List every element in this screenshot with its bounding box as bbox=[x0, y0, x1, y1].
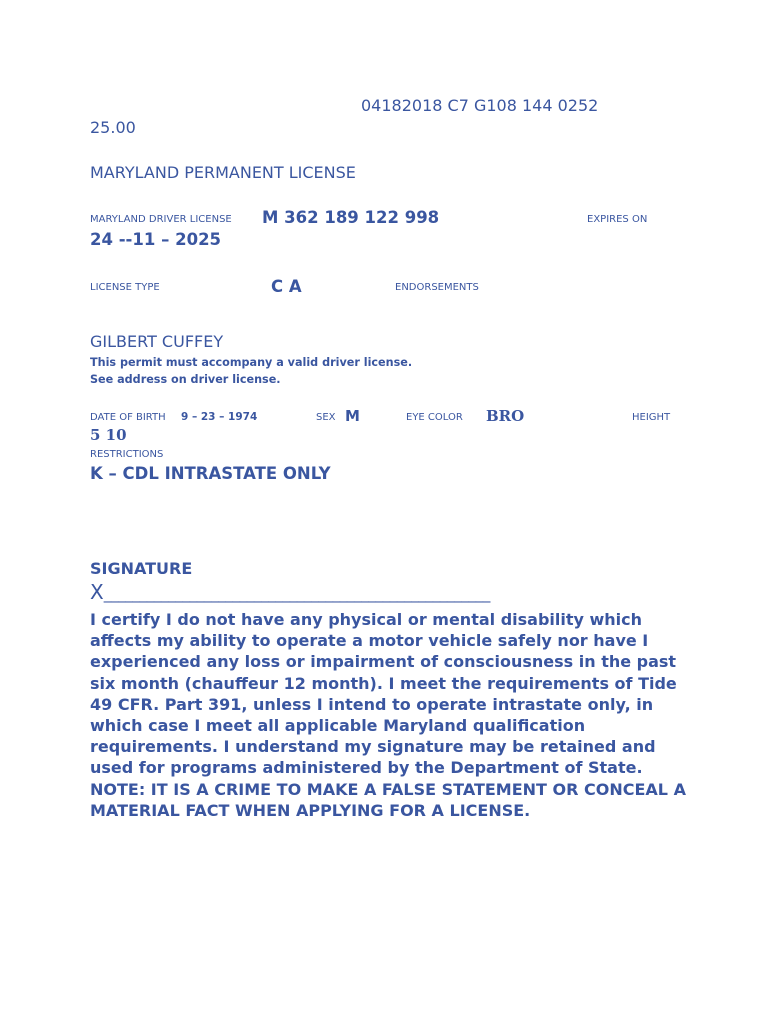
signature-line bbox=[90, 580, 490, 606]
signature-label: SIGNATURE bbox=[90, 559, 193, 578]
dob-label: DATE OF BIRTH bbox=[90, 412, 166, 423]
driver-license-label: MARYLAND DRIVER LICENSE bbox=[90, 214, 232, 225]
permit-notice-line-1: This permit must accompany a valid driver license. bbox=[90, 356, 413, 369]
height-value: 5 10 bbox=[90, 426, 127, 444]
page-title: MARYLAND PERMANENT LICENSE bbox=[90, 163, 356, 182]
driver-license-number: M 362 189 122 998 bbox=[262, 208, 440, 227]
expires-label: EXPIRES ON bbox=[587, 214, 648, 225]
license-type-label: LICENSE TYPE bbox=[90, 282, 160, 293]
document-code-line: 04182018 C7 G108 144 0252 bbox=[361, 96, 599, 115]
certification-note: NOTE: IT IS A CRIME TO MAKE A FALSE STATEMENT OR CONCEAL A MATERIAL FACT WHEN APPLYING FOR A LICENSE. bbox=[90, 779, 686, 820]
certification-block bbox=[90, 609, 690, 821]
signature-x-mark: X bbox=[90, 580, 104, 604]
restrictions-label: RESTRICTIONS bbox=[90, 449, 164, 460]
holder-name: GILBERT CUFFEY bbox=[90, 332, 224, 351]
height-label: HEIGHT bbox=[632, 412, 671, 423]
sex-value: M bbox=[345, 407, 360, 425]
signature-underline[interactable]: ______________________________________________________ bbox=[103, 585, 490, 603]
permit-notice-line-2: See address on driver license. bbox=[90, 373, 281, 386]
expires-value: 24 --11 – 2025 bbox=[90, 230, 222, 249]
permit-notice bbox=[90, 354, 412, 388]
sex-label: SEX bbox=[316, 412, 336, 423]
fee-amount: 25.00 bbox=[90, 118, 136, 137]
signature-line-text bbox=[90, 580, 490, 604]
license-type-value: C A bbox=[271, 277, 302, 296]
eye-color-value: BRO bbox=[486, 407, 525, 425]
restrictions-value: K – CDL INTRASTATE ONLY bbox=[90, 464, 331, 483]
dob-value: 9 – 23 – 1974 bbox=[181, 411, 258, 423]
endorsements-label: ENDORSEMENTS bbox=[395, 282, 479, 293]
certification-statement: I certify I do not have any physical or mental disability which affects my ability to operate a motor vehicle safely nor have I experienced any loss or impairment of consciousness in the past six month (chauffeur 12 month). I meet the requirements of Tide 49 CFR. Part 391, unless I intend to operate intrastate only, in which case I meet all applicable Maryland qualification requirements. I understand my signature may be retained and used for programs administered by the Department of State. bbox=[90, 610, 677, 778]
eye-color-label: EYE COLOR bbox=[406, 412, 463, 423]
